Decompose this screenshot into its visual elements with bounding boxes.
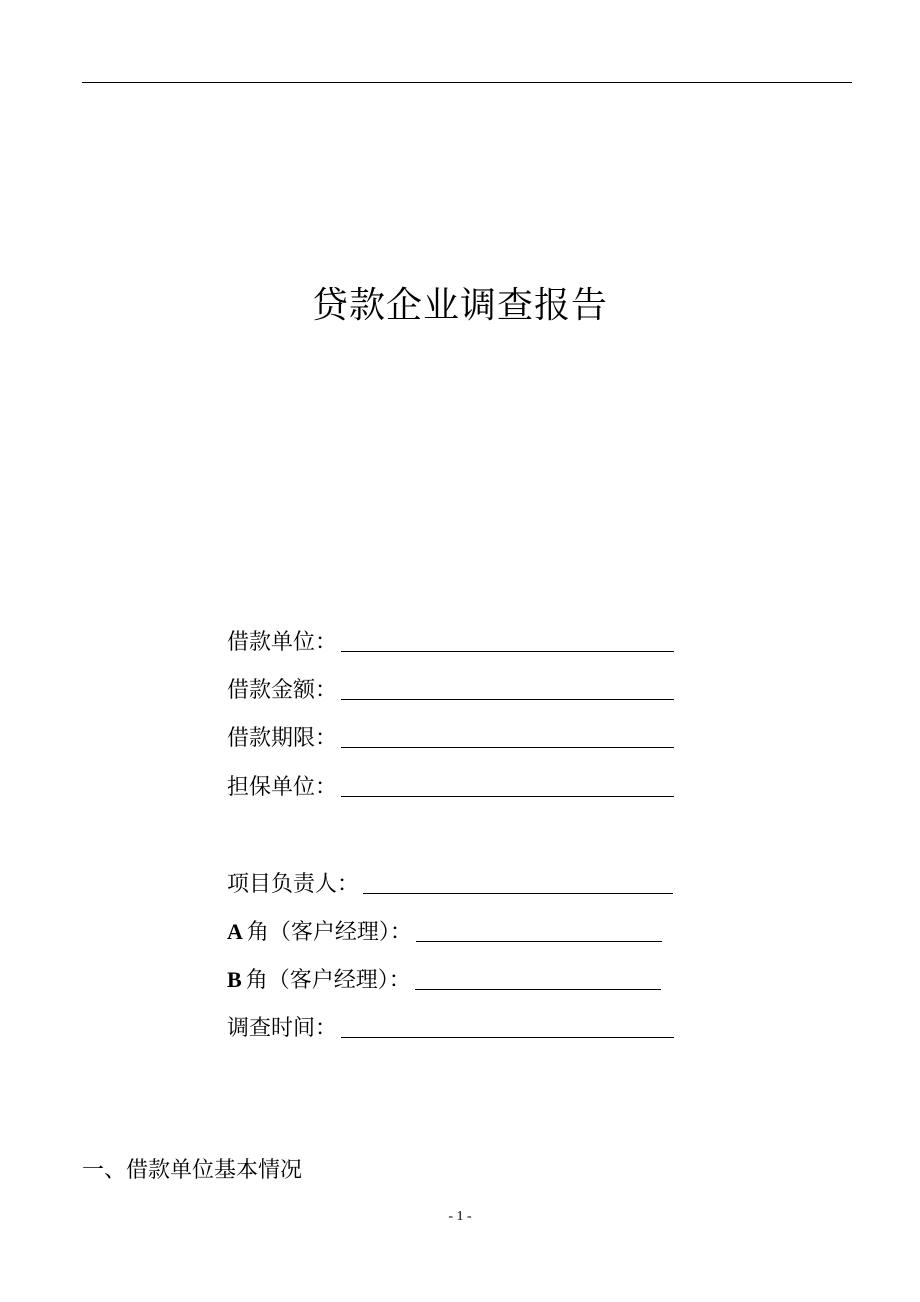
field-loan-term-blank[interactable] — [341, 721, 674, 748]
field-loan-term — [227, 720, 674, 754]
field-borrower-label: 借款单位： — [227, 630, 338, 655]
field-manager-b-blank[interactable] — [415, 963, 661, 990]
field-manager-a-label — [227, 917, 412, 948]
field-manager-b — [227, 962, 661, 996]
field-borrower — [227, 624, 674, 658]
field-manager-b-prefix: B — [227, 967, 242, 992]
field-manager-a-prefix: A — [227, 919, 243, 944]
field-guarantor-label: 担保单位： — [227, 775, 338, 800]
field-loan-amount-label: 借款金额： — [227, 678, 338, 703]
page-number: - 1 - — [448, 1209, 472, 1224]
field-guarantor — [227, 769, 674, 803]
field-manager-a — [227, 914, 662, 948]
field-guarantor-blank[interactable] — [341, 770, 674, 797]
field-project-lead — [227, 866, 673, 900]
field-loan-amount — [227, 672, 674, 706]
document-title: 贷款企业调查报告 — [311, 285, 608, 326]
field-survey-date-blank[interactable] — [341, 1011, 674, 1038]
field-borrower-blank[interactable] — [341, 625, 674, 652]
field-project-lead-label: 项目负责人： — [227, 872, 360, 897]
field-loan-term-label: 借款期限： — [227, 726, 338, 751]
field-survey-date-label: 调查时间： — [227, 1016, 338, 1041]
field-project-lead-blank[interactable] — [363, 867, 673, 894]
field-loan-amount-blank[interactable] — [341, 673, 674, 700]
field-manager-b-label — [227, 965, 411, 996]
header-rule — [82, 82, 852, 83]
field-manager-a-blank[interactable] — [416, 915, 662, 942]
field-manager-a-text: 角（客户经理）： — [246, 920, 412, 945]
field-survey-date — [227, 1010, 674, 1044]
field-manager-b-text: 角（客户经理）： — [245, 968, 411, 993]
section-heading: 一、借款单位基本情况 — [82, 1158, 303, 1183]
